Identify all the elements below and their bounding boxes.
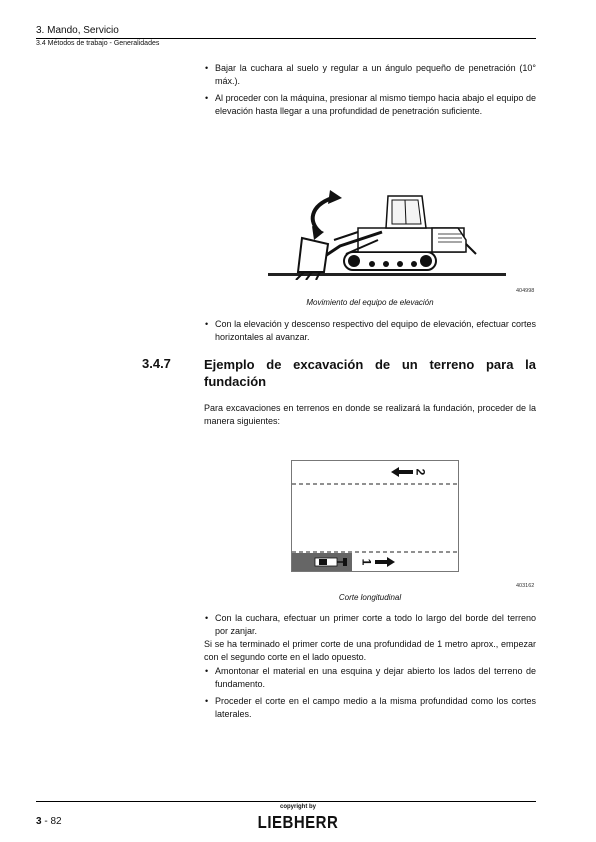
bullet-list-mid: [204, 318, 536, 344]
figure-caption: Corte longitudinal: [338, 593, 402, 602]
header-chapter: 3. Mando, Servicio: [36, 25, 119, 36]
footer-rule: [36, 801, 536, 802]
figure-id: 404998: [516, 288, 535, 294]
bullet-list-top: [204, 62, 536, 118]
crawler-loader-illustration: [262, 188, 510, 280]
cut-label-1: 1: [359, 558, 374, 566]
page-number: [36, 816, 62, 827]
longitudinal-cut-diagram: [291, 460, 459, 572]
page-number-major: 3: [36, 816, 42, 827]
bullet-item: • Con la cuchara, efectuar un primer corte a todo lo largo del borde del terreno por zanjar.: [204, 612, 536, 638]
bullet-item: • Amontonar el material en una esquina y dejar abierto los lados del terreno de fundamento.: [204, 665, 536, 691]
bullet-item: • Bajar la cuchara al suelo y regular a un ángulo pequeño de penetración (10° máx.).: [204, 62, 536, 88]
bullet-list-bottom-2: [204, 665, 536, 721]
figure-id: 403162: [516, 583, 535, 589]
instruction-paragraph: Si se ha terminado el primer corte de una profundidad de 1 metro aprox., empezar con el segundo corte en el lado opuesto.: [204, 639, 536, 662]
header-rule: [36, 38, 536, 39]
copyright-label: copyright by: [279, 804, 316, 810]
bullet-item: • Al proceder con la máquina, presionar al mismo tiempo hacia abajo el equipo de elevación hasta llegar a una profundidad de penetración suficiente.: [204, 92, 536, 118]
bullet-item: • Con la elevación y descenso respectivo del equipo de elevación, efectuar cortes horizontales al avanzar.: [204, 318, 536, 344]
section-number: 3.4.7: [142, 356, 171, 371]
section-title: Ejemplo de excavación de un terreno para la fundación: [204, 357, 536, 389]
bullet-list-bottom-1: [204, 612, 536, 638]
intro-paragraph: Para excavaciones en terrenos en donde se realizará la fundación, proceder de la manera siguientes:: [204, 403, 536, 426]
figure-caption: Movimiento del equipo de elevación: [306, 298, 434, 307]
cut-label-2: 2: [413, 468, 428, 476]
bullet-item: • Proceder el corte en el campo medio a la misma profundidad como los cortes laterales.: [204, 695, 536, 721]
header-section: 3.4 Métodos de trabajo - Generalidades: [36, 40, 160, 47]
page-number-minor: - 82: [41, 816, 62, 827]
liebherr-logo: LIEBHERR: [257, 813, 339, 833]
